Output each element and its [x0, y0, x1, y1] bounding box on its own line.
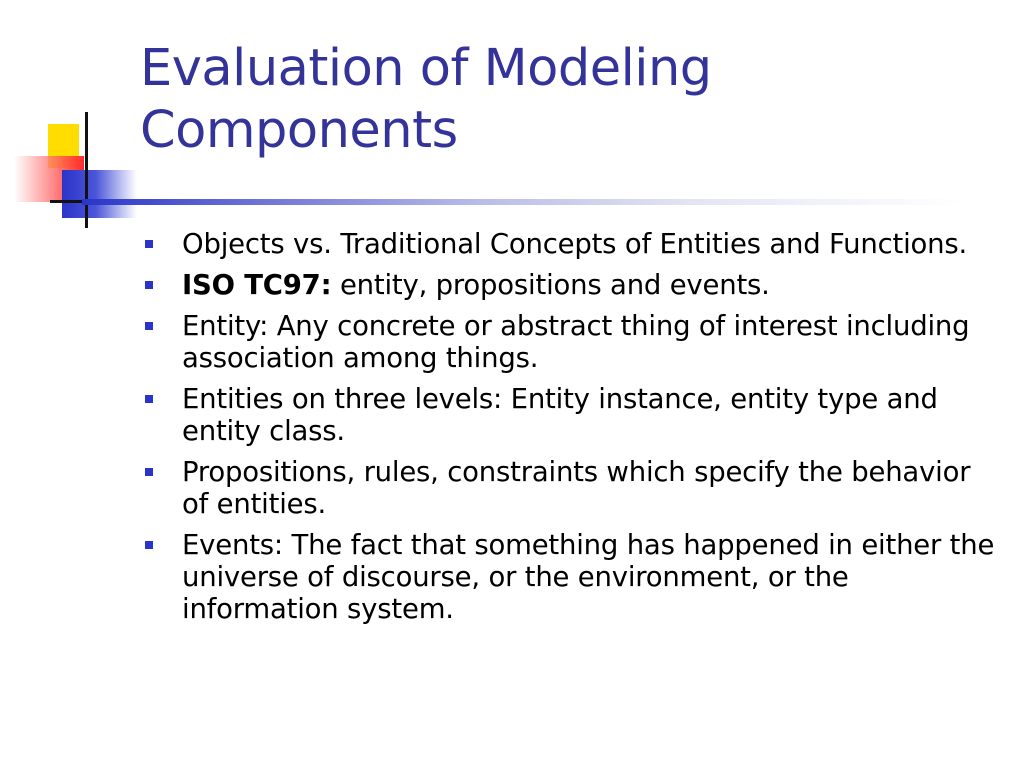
slide-title-line-1: Evaluation of Modeling	[140, 39, 712, 98]
square-bullet-icon	[145, 322, 153, 330]
bullet-text: entity, propositions and events.	[331, 269, 770, 301]
bullet-text: Entity: Any concrete or abstract thing of interest including association among things.	[182, 310, 970, 374]
bullet-text: Events: The fact that something has happened in either the universe of discourse, or the environment, or the information system.	[182, 529, 995, 625]
bullet-list	[145, 228, 995, 634]
slide-title-line-2: Components	[140, 101, 458, 160]
slide-title	[140, 38, 1000, 162]
bullet-text: Objects vs. Traditional Concepts of Entities and Functions.	[182, 228, 968, 260]
bullet-item	[145, 269, 995, 301]
square-bullet-icon	[145, 281, 153, 289]
square-bullet-icon	[145, 468, 153, 476]
square-bullet-icon	[145, 395, 153, 403]
bullet-item	[145, 383, 995, 447]
bullet-text: Entities on three levels: Entity instance, entity type and entity class.	[182, 383, 938, 447]
bullet-item	[145, 310, 995, 374]
blue-square	[62, 170, 137, 218]
bullet-item	[145, 529, 995, 625]
square-bullet-icon	[145, 541, 153, 549]
square-bullet-icon	[145, 240, 153, 248]
bullet-bold-text: ISO TC97:	[182, 269, 332, 301]
vertical-line	[85, 112, 88, 228]
bullet-text: Propositions, rules, constraints which specify the behavior of entities.	[182, 456, 971, 520]
bullet-item	[145, 456, 995, 520]
title-divider	[82, 199, 962, 205]
bullet-item	[145, 228, 995, 260]
